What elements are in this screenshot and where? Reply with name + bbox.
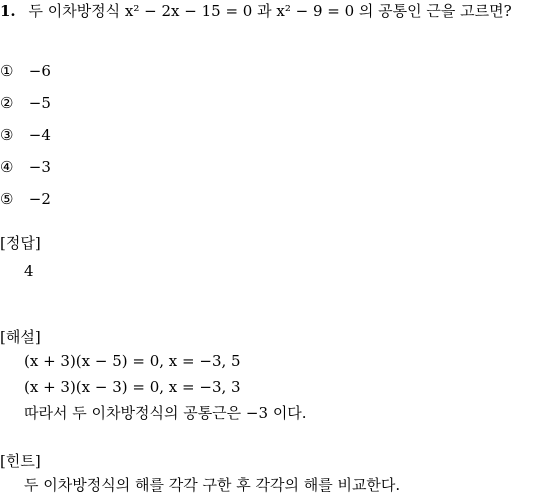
explanation-line-2: (x + 3)(x − 3) = 0, x = −3, 3 [24, 378, 241, 396]
choice-marker: ④ [0, 158, 14, 176]
choice-3 [0, 128, 51, 143]
explanation-label: [해설] [0, 328, 41, 346]
choice-marker: ⑤ [0, 190, 14, 208]
choice-value: −5 [28, 94, 51, 112]
answer-label: [정답] [0, 234, 41, 252]
choice-5 [0, 192, 51, 207]
choice-marker: ③ [0, 126, 14, 144]
explanation-line-3: 따라서 두 이차방정식의 공통근은 −3 이다. [24, 404, 307, 422]
choice-value: −2 [28, 190, 51, 208]
choice-marker: ① [0, 62, 14, 80]
choice-value: −4 [28, 126, 51, 144]
question-line [0, 4, 512, 19]
choice-value: −6 [28, 62, 51, 80]
explanation-line-1: (x + 3)(x − 5) = 0, x = −3, 5 [24, 352, 241, 370]
answer-value: 4 [24, 262, 34, 280]
choice-1 [0, 64, 51, 79]
question-number: 1. [0, 2, 16, 20]
hint-label: [힌트] [0, 452, 41, 470]
question-text: 두 이차방정식 x² − 2x − 15 = 0 과 x² − 9 = 0 의 공통인 근을 고르면? [28, 2, 512, 20]
choice-2 [0, 96, 51, 111]
choice-value: −3 [28, 158, 51, 176]
hint-text: 두 이차방정식의 해를 각각 구한 후 각각의 해를 비교한다. [24, 476, 401, 494]
choice-marker: ② [0, 94, 14, 112]
choice-4 [0, 160, 51, 175]
